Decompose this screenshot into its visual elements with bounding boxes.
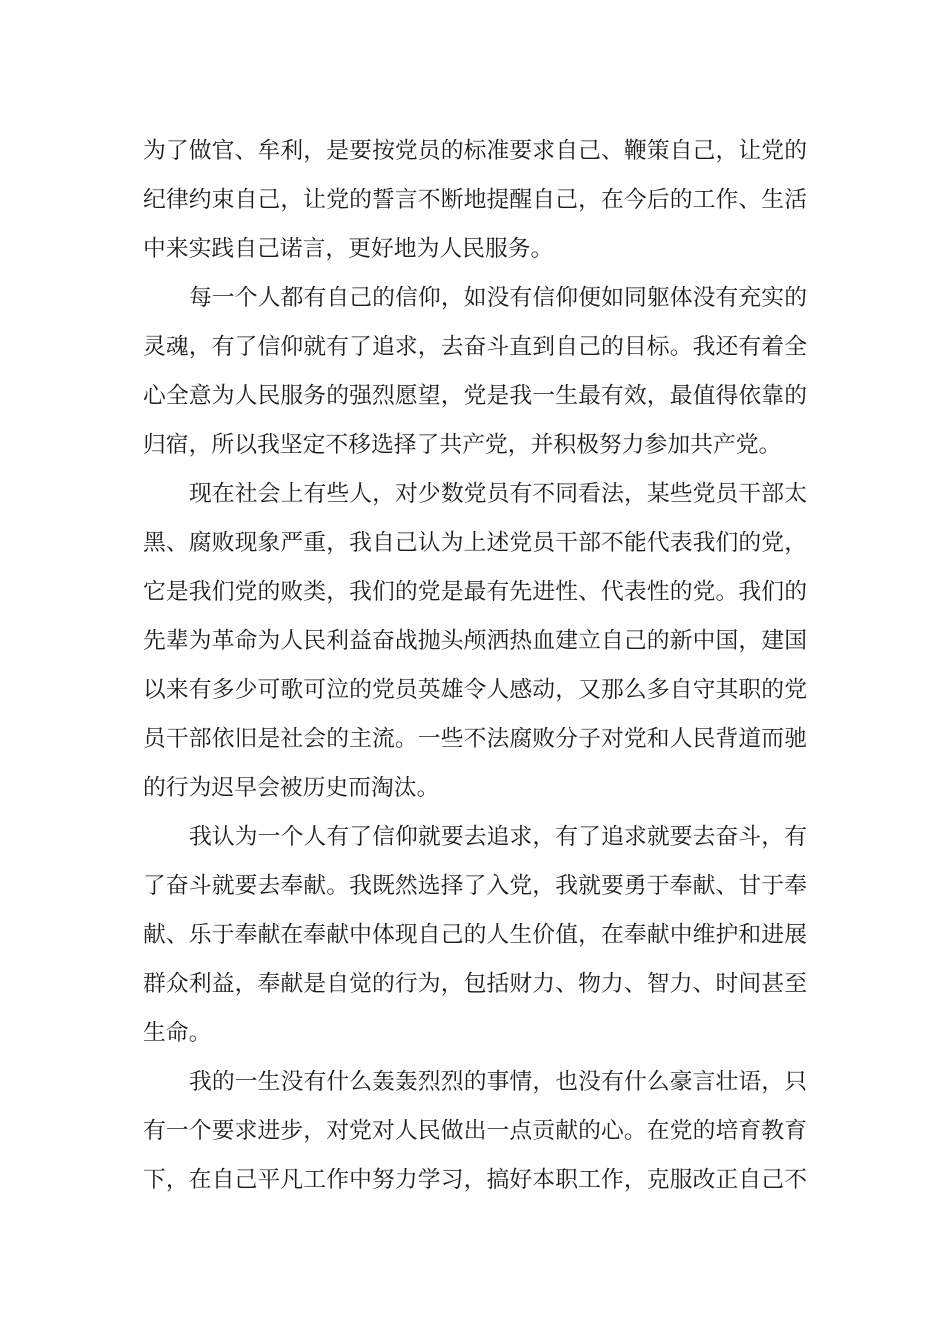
paragraph-3-line-4: 先辈为革命为人民利益奋战抛头颅洒热血建立自己的新中国，建国 xyxy=(143,628,807,654)
paragraph-4-line-2: 了奋斗就要去奉献。我既然选择了入党，我就要勇于奉献、甘于奉 xyxy=(143,873,807,899)
paragraph-4-line-5: 生命。 xyxy=(143,1020,212,1046)
paragraph-3-line-1: 现在社会上有些人，对少数党员有不同看法，某些党员干部太 xyxy=(189,481,807,507)
paragraph-4-line-1: 我认为一个人有了信仰就要去追求，有了追求就要去奋斗，有 xyxy=(189,824,807,850)
paragraph-3-line-2: 黑、腐败现象严重，我自己认为上述党员干部不能代表我们的党， xyxy=(143,530,807,556)
paragraph-1-line-1: 为了做官、牟利，是要按党员的标准要求自己、鞭策自己，让党的 xyxy=(143,138,807,164)
paragraph-2-line-4: 归宿，所以我坚定不移选择了共产党，并积极努力参加共产党。 xyxy=(143,432,782,458)
paragraph-5-line-2: 有一个要求进步，对党对人民做出一点贡献的心。在党的培育教育 xyxy=(143,1118,807,1144)
paragraph-5-line-3: 下，在自己平凡工作中努力学习，搞好本职工作，克服改正自己不 xyxy=(143,1167,807,1193)
paragraph-3-line-7: 的行为迟早会被历史而淘汰。 xyxy=(143,775,440,801)
paragraph-2-line-1: 每一个人都有自己的信仰，如没有信仰便如同躯体没有充实的 xyxy=(189,285,807,311)
paragraph-3-line-6: 员干部依旧是社会的主流。一些不法腐败分子对党和人民背道而驰 xyxy=(143,726,807,752)
paragraph-5-line-1: 我的一生没有什么轰轰烈烈的事情，也没有什么豪言壮语，只 xyxy=(189,1069,807,1095)
paragraph-1-line-2: 纪律约束自己，让党的誓言不断地提醒自己，在今后的工作、生活 xyxy=(143,187,807,213)
paragraph-2-line-2: 灵魂，有了信仰就有了追求，去奋斗直到自己的目标。我还有着全 xyxy=(143,334,807,360)
paragraph-4-line-3: 献、乐于奉献在奉献中体现自己的人生价值，在奉献中维护和进展 xyxy=(143,922,807,948)
paragraph-1-line-3: 中来实践自己诺言，更好地为人民服务。 xyxy=(143,236,554,262)
paragraph-3-line-5: 以来有多少可歌可泣的党员英雄令人感动，又那么多自守其职的党 xyxy=(143,677,807,703)
document-body xyxy=(143,127,807,1205)
paragraph-2-line-3: 心全意为人民服务的强烈愿望，党是我一生最有效，最值得依靠的 xyxy=(143,383,807,409)
paragraph-4-line-4: 群众利益，奉献是自觉的行为，包括财力、物力、智力、时间甚至 xyxy=(143,971,807,997)
paragraph-3-line-3: 它是我们党的败类，我们的党是最有先进性、代表性的党。我们的 xyxy=(143,579,807,605)
